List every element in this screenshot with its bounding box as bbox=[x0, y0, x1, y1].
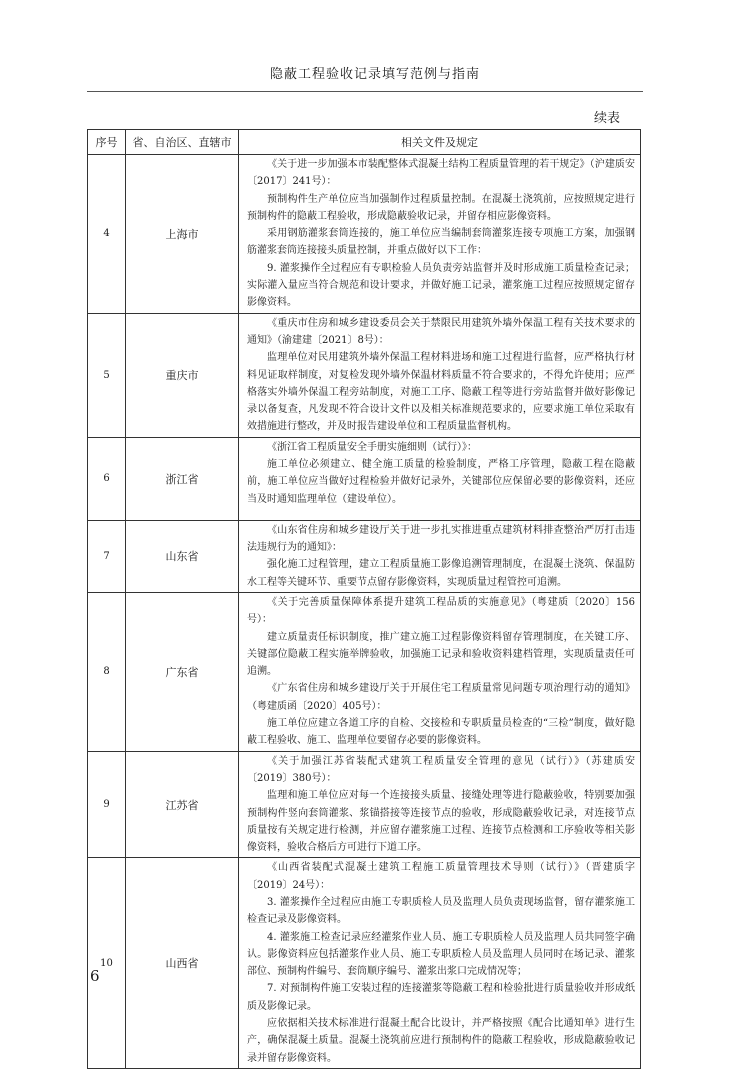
table-row bbox=[88, 751, 641, 858]
regulation-paragraph: 9. 灌浆操作全过程应有专职检验人员负责旁站监督并及时形成施工质量检查记录；实际灌入量应当符合规范和设计要求，并做好施工记录，灌浆施工过程应按照规定留存影像资料。 bbox=[247, 262, 635, 309]
regulation-paragraph: 应依据相关技术标准进行混凝土配合比设计，并严格按照《配合比通知单》进行生产，确保混凝土质量。混凝土浇筑前应进行预制构件的隐蔽工程验收，形成隐蔽验收记录并留存影像资料。 bbox=[247, 1018, 635, 1064]
table-header-row bbox=[88, 130, 641, 155]
regulation-paragraph: 施工单位应建立各道工序的自检、交接检和专职质量员检查的“三检”制度，做好隐蔽工程验收、施工、监理单位要留存必要的影像资料。 bbox=[247, 718, 635, 747]
row-number: 6 bbox=[88, 437, 126, 520]
header-rule bbox=[87, 91, 643, 92]
regulation-paragraph: 3. 灌浆操作全过程应由施工专职质检人员及监理人员负责现场监督，留存灌浆施工检查记录及影像资料。 bbox=[247, 896, 635, 926]
regulation-paragraph: 4. 灌浆施工检查记录应经灌浆作业人员、施工专职质检人员及监理人员共同签字确认。影像资料应包括灌浆作业人员、施工专职质检人员及监理人员同时在场记录、灌浆部位、预制构件编号、套筒顺序编号、灌浆出浆口完成情况等； bbox=[247, 931, 635, 978]
regulation-paragraph: 7. 对预制构件施工安装过程的连接灌浆等隐蔽工程和检验批进行质量验收并形成纸质及影像记录。 bbox=[247, 983, 635, 1012]
regulation-paragraph: 《关于加强江苏省装配式建筑工程质量安全管理的意见（试行）》（苏建质安〔2019〕380号）： bbox=[247, 755, 635, 784]
regulation-paragraph: 强化施工过程管理，建立工程质量施工影像追溯管理制度，在混凝土浇筑、保温防水工程等关键环节、重要节点留存影像资料，实现质量过程管控可追溯。 bbox=[247, 559, 635, 588]
regulation-paragraph: 施工单位必须建立、健全施工质量的检验制度，严格工序管理，隐蔽工程在隐蔽前，施工单位应当做好过程检验并做好记录外，关键部位应保留必要的影像资料，还应当及时通知监理单位（建设单位）。 bbox=[247, 459, 635, 505]
row-content bbox=[239, 437, 641, 520]
row-content bbox=[239, 520, 641, 592]
page-number: 6 bbox=[90, 967, 100, 985]
table-row bbox=[88, 155, 641, 314]
regulation-paragraph: 《关于完善质量保障体系提升建筑工程品质的实施意见》（粤建质〔2020〕156号）： bbox=[247, 596, 635, 626]
regulations-table bbox=[87, 129, 641, 1069]
regulation-paragraph: 《山西省装配式混凝土建筑工程施工质量管理技术导则（试行）》（晋建质字〔2019〕24号）： bbox=[247, 862, 635, 891]
column-header-region: 省、自治区、直辖市 bbox=[126, 130, 239, 155]
continued-label: 续表 bbox=[593, 111, 620, 126]
row-content bbox=[239, 592, 641, 751]
table-row bbox=[88, 437, 641, 520]
regulation-paragraph: 《山东省住房和城乡建设厅关于进一步扎实推进重点建筑材料排查整治严厉打击违法违规行为的通知》： bbox=[247, 524, 635, 554]
regulation-paragraph: 预制构件生产单位应当加强制作过程质量控制。在混凝土浇筑前，应按照规定进行预制构件的隐蔽工程验收，形成隐蔽验收记录，并留存相应影像资料。 bbox=[247, 193, 635, 222]
row-region: 山东省 bbox=[126, 520, 239, 592]
regulation-paragraph: 《广东省住房和城乡建设厅关于开展住宅工程质量常见问题专项治理行动的通知》（粤建质函〔2020〕405号）： bbox=[247, 683, 635, 712]
row-content bbox=[239, 751, 641, 858]
row-number: 4 bbox=[88, 155, 126, 314]
row-content bbox=[239, 313, 641, 437]
row-region: 江苏省 bbox=[126, 751, 239, 858]
regulation-paragraph: 建立质量责任标识制度，推广建立施工过程影像资料留存管理制度，在关键工序、关键部位隐蔽工程实施举牌验收，加强施工记录和验收资料建档管理，实现质量责任可追溯。 bbox=[247, 631, 635, 678]
regulation-paragraph: 《关于进一步加强本市装配整体式混凝土结构工程质量管理的若干规定》（沪建质安〔2017〕241号）： bbox=[247, 159, 635, 188]
regulation-paragraph: 采用钢筋灌浆套筒连接的，施工单位应当编制套筒灌浆连接专项施工方案，加强钢筋灌浆套筒连接接头质量控制，并重点做好以下工作： bbox=[247, 228, 635, 257]
row-region: 重庆市 bbox=[126, 313, 239, 437]
row-region: 广东省 bbox=[126, 592, 239, 751]
row-number: 8 bbox=[88, 592, 126, 751]
table-row bbox=[88, 858, 641, 1069]
row-number: 5 bbox=[88, 313, 126, 437]
row-content bbox=[239, 858, 641, 1069]
regulation-paragraph: 监理和施工单位应对每一个连接接头质量、接缝处理等进行隐蔽验收，特别要加强预制构件竖向套筒灌浆、浆锚搭接等连接节点的验收，形成隐蔽验收记录，对连接节点质量按有关规定进行检测，并应留存灌浆施工过程、连接节点检测和工序验收等相关影像资料，验收合格后方可进行下道工序。 bbox=[247, 790, 635, 854]
row-number: 9 bbox=[88, 751, 126, 858]
row-region: 浙江省 bbox=[126, 437, 239, 520]
column-header-num: 序号 bbox=[88, 130, 126, 155]
regulation-paragraph: 监理单位对民用建筑外墙外保温工程材料进场和施工过程进行监督，应严格执行材料见证取样制度，对复检发现外墙外保温材料质量不符合要求的，不得允许使用；应严格落实外墙外保温工程旁站制度，对施工工序、隐蔽工程等进行旁站监督并做好影像记录以备复查，凡发现不符合设计文件以及相关标准规范要求的，应要求施工单位采取有效措施进行整改，并及时报告建设单位和工程质量监督机构。 bbox=[247, 352, 635, 433]
table-row bbox=[88, 313, 641, 437]
column-header-documents: 相关文件及规定 bbox=[239, 130, 641, 155]
row-number: 7 bbox=[88, 520, 126, 592]
row-number: 10 bbox=[88, 858, 126, 1069]
row-region: 山西省 bbox=[126, 858, 239, 1069]
running-title: 隐蔽工程验收记录填写范例与指南 bbox=[269, 67, 480, 82]
regulation-paragraph: 《浙江省工程质量安全手册实施细则（试行）》： bbox=[267, 441, 477, 453]
regulation-paragraph: 《重庆市住房和城乡建设委员会关于禁限民用建筑外墙外保温工程有关技术要求的通知》（渝建建〔2021〕8号）： bbox=[247, 317, 635, 346]
table-row bbox=[88, 520, 641, 592]
row-region: 上海市 bbox=[126, 155, 239, 314]
table-row bbox=[88, 592, 641, 751]
row-content bbox=[239, 155, 641, 314]
